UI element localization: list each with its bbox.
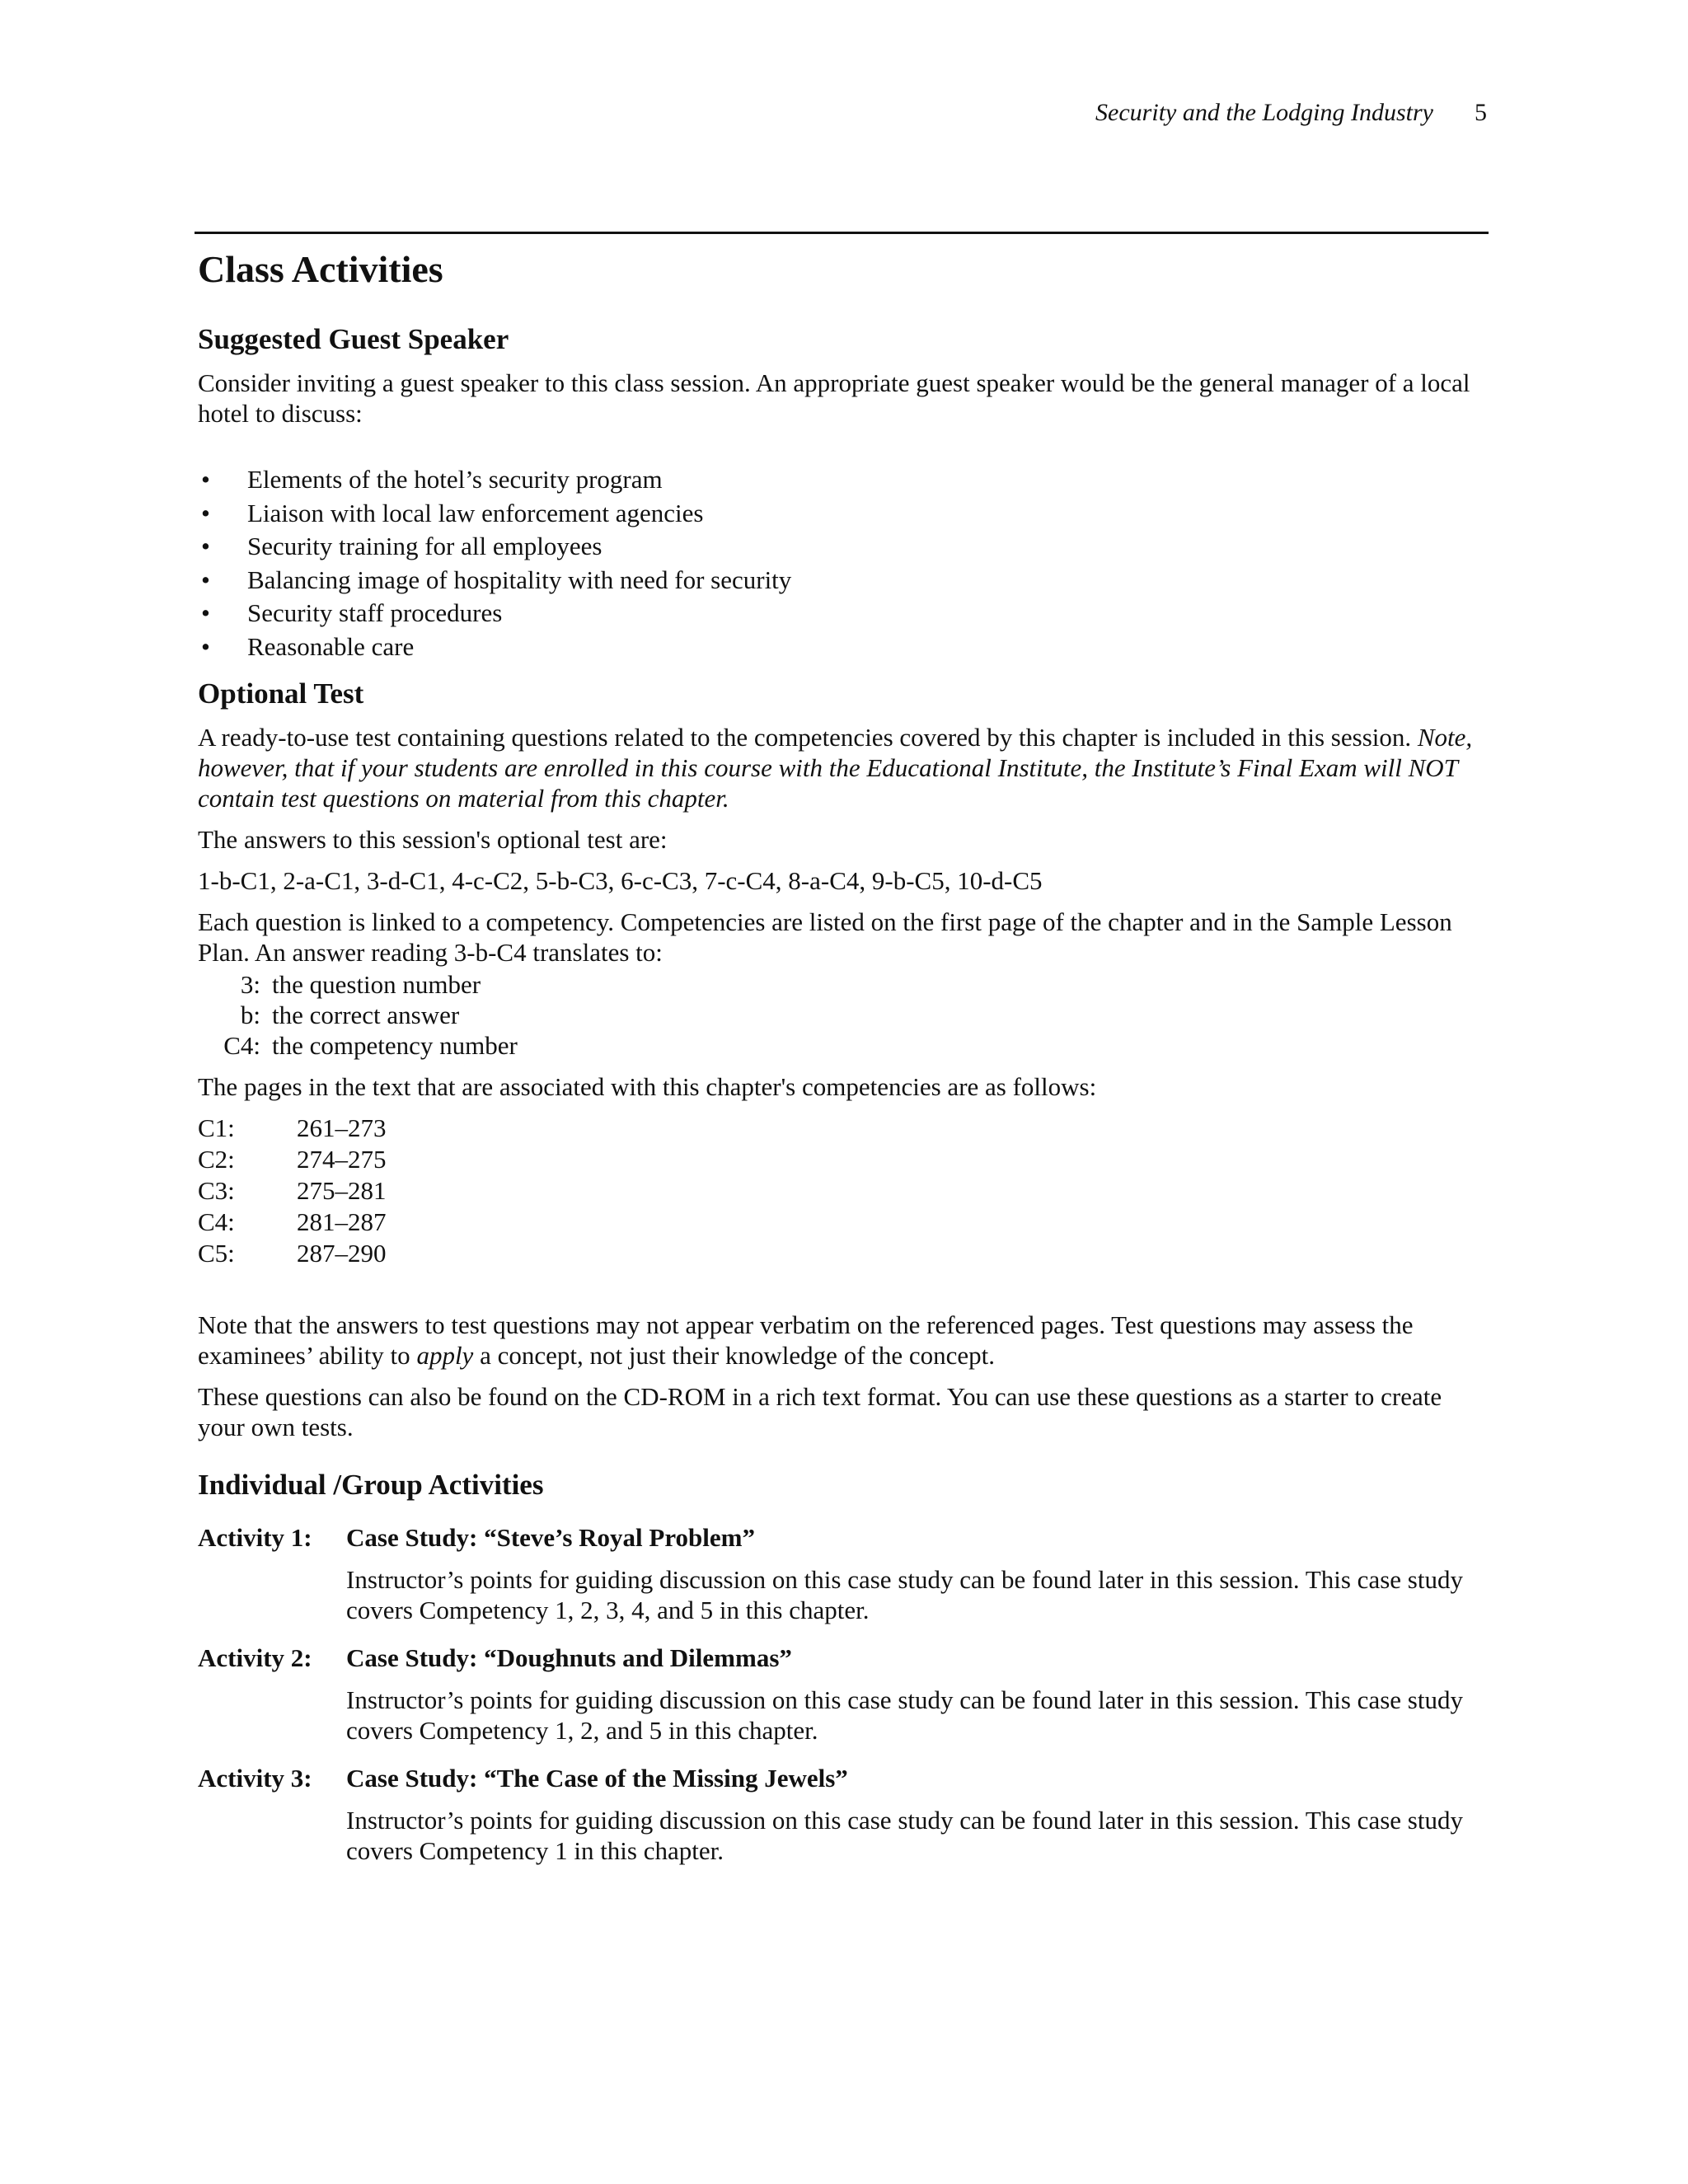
header-rule [195, 232, 1489, 234]
activity-item [198, 1762, 1487, 1866]
guest-speaker-topics [198, 463, 1487, 664]
activity-label: Activity 3: [198, 1763, 312, 1793]
optional-test-heading: Optional Test [198, 677, 364, 710]
competency-row: C4: 281–287 [198, 1207, 387, 1237]
activity-label: Activity 1: [198, 1522, 312, 1552]
list-item: • Reasonable care [198, 630, 1487, 664]
competency-row: C1: 261–273 [198, 1113, 387, 1142]
guest-speaker-heading: Suggested Guest Speaker [198, 323, 509, 355]
bullet-icon: • [201, 498, 210, 527]
answers-intro: The answers to this session's optional test are: [198, 824, 668, 854]
bullet-icon: • [201, 532, 210, 561]
optional-test-intro: A ready-to-use test containing questions related to the competencies covered by this chapter is included in this session. Note, however, that if your students are enrolled in this course with the Educational Institute, the Institute’s Final Exam will NOT contain test questions on material from this chapter. [198, 722, 1473, 813]
activity-item [198, 1642, 1487, 1746]
activity-item [198, 1521, 1487, 1625]
activity-description: Instructor’s points for guiding discussion on this case study can be found later in this session. This case study covers Competency 1, 2, and 5 in this chapter. [346, 1685, 1463, 1745]
pages-intro: The pages in the text that are associated with this chapter's competencies are as follows: [198, 1071, 1097, 1101]
cdrom-note: These questions can also be found on the CD-ROM in a rich text format. You can use these questions as a starter to create your own tests. [198, 1381, 1442, 1441]
activity-title: Case Study: “The Case of the Missing Jewels” [346, 1763, 848, 1793]
page-title: Class Activities [198, 248, 443, 290]
activity-description: Instructor’s points for guiding discussion on this case study can be found later in this session. This case study covers Competency 1, 2, 3, 4, and 5 in this chapter. [346, 1564, 1463, 1624]
bullet-icon: • [201, 631, 210, 661]
legend-row: 3: the question number [240, 969, 481, 999]
bullet-icon: • [201, 465, 210, 494]
group-activities-heading: Individual /Group Activities [198, 1468, 544, 1501]
answers-list: 1-b-C1, 2-a-C1, 3-d-C1, 4-c-C2, 5-b-C3, 6-c-C3, 7-c-C4, 8-a-C4, 9-b-C5, 10-d-C5 [198, 865, 1043, 895]
bullet-icon: • [201, 598, 210, 628]
competency-row: C2: 274–275 [198, 1144, 387, 1174]
page-content [198, 244, 1487, 1882]
activity-label: Activity 2: [198, 1643, 312, 1672]
guest-speaker-intro: Consider inviting a guest speaker to this class session. An appropriate guest speaker would be the general manager of a local hotel to discuss: [198, 368, 1470, 428]
competency-row: C5: 287–290 [198, 1239, 387, 1268]
activity-header [198, 1762, 1487, 1795]
competency-pages [198, 1113, 1487, 1270]
activity-description: Instructor’s points for guiding discussion on this case study can be found later in this session. This case study covers Competency 1 in this chapter. [346, 1805, 1463, 1865]
running-title: Security and the Lodging Industry [1095, 99, 1433, 126]
activity-header [198, 1521, 1487, 1554]
activity-title: Case Study: “Steve’s Royal Problem” [346, 1522, 755, 1552]
legend-row: b: the correct answer [240, 1000, 460, 1029]
list-item: • Liaison with local law enforcement agencies [198, 497, 1487, 531]
list-item: • Elements of the hotel’s security program [198, 463, 1487, 497]
answer-format-explanation: Each question is linked to a competency. Competencies are listed on the first page of the chapter and in the Sample Lesson Plan. An answer reading 3-b-C4 translates to: [198, 907, 1452, 967]
activity-header [198, 1642, 1487, 1675]
bullet-icon: • [201, 565, 210, 594]
list-item: • Balancing image of hospitality with need for security [198, 564, 1487, 598]
page-number: 5 [1475, 99, 1487, 126]
activity-title: Case Study: “Doughnuts and Dilemmas” [346, 1643, 792, 1672]
list-item: • Security training for all employees [198, 530, 1487, 564]
running-header [1095, 99, 1487, 127]
answer-key-legend [198, 969, 1487, 1061]
list-item: • Security staff procedures [198, 597, 1487, 630]
competency-row: C3: 275–281 [198, 1175, 387, 1205]
legend-row: C4: the competency number [223, 1030, 518, 1060]
verbatim-note: Note that the answers to test questions may not appear verbatim on the referenced pages. Test questions may assess the examinees’ ability to apply a concept, not just their knowledge of the concept. [198, 1310, 1414, 1370]
